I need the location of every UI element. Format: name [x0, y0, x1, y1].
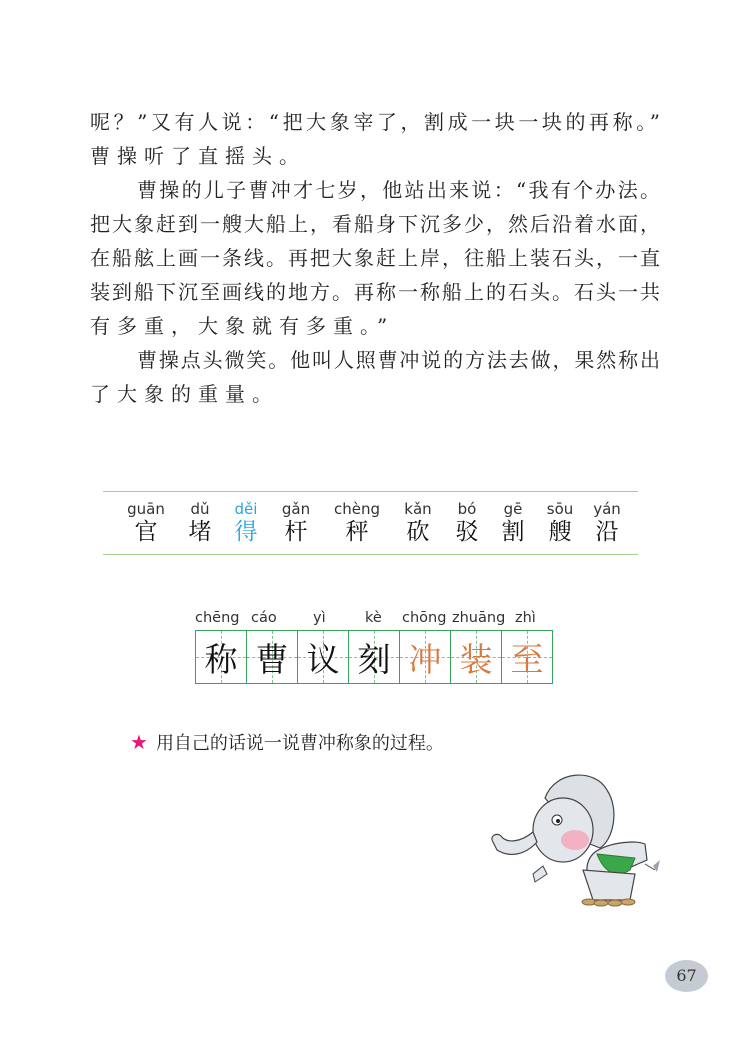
recognition-vocab-strip: [103, 491, 638, 555]
grid-char: 至: [510, 639, 544, 679]
story-line: 有多重，大象就有多重。”: [90, 314, 395, 338]
vocab-char: 杆: [284, 519, 308, 545]
grid-char: 议: [306, 639, 340, 679]
vocab-item: [572, 500, 642, 546]
vocab-pinyin: děi: [234, 500, 258, 518]
grid-cell: [349, 631, 400, 683]
writing-pinyin-row: [195, 610, 555, 630]
vocab-char: 驳: [455, 519, 479, 545]
writing-pinyin: zhuāng: [452, 610, 506, 626]
story-line: 装到船下沉至画线的地方。再称一称船上的石头。石头一共: [90, 280, 660, 304]
grid-cell-new: [451, 631, 502, 683]
vocab-char: 砍: [406, 519, 430, 545]
vocab-char: 得: [234, 519, 258, 545]
vocab-char: 堵: [188, 519, 212, 545]
grid-cell-new: [400, 631, 451, 683]
vocab-pinyin: gē: [503, 500, 523, 518]
grid-char: 装: [459, 639, 493, 679]
story-line: 在船舷上画一条线。再把大象赶上岸，往船上装石头，一直: [90, 246, 660, 270]
vocab-item: [261, 500, 331, 546]
story-line: 曹操点头微笑。他叫人照曹冲说的方法去做，果然称出: [137, 348, 660, 372]
vocab-char: 艘: [548, 519, 572, 545]
exercise-prompt: [130, 730, 444, 756]
writing-pinyin: chōng: [402, 610, 447, 626]
story-line: 呢？”又有人说：“把大象宰了，割成一块一块的再称。”: [90, 110, 660, 134]
vocab-pinyin: sōu: [546, 500, 574, 518]
vocab-char: 秤: [345, 519, 369, 545]
vocab-pinyin: chèng: [333, 500, 380, 518]
vocab-pinyin: guān: [127, 500, 165, 518]
story-line: 曹操的儿子曹冲才七岁，他站出来说：“我有个办法。: [137, 178, 660, 202]
grid-char: 称: [204, 639, 238, 679]
writing-pinyin: chēng: [195, 610, 240, 626]
grid-char: 冲: [408, 639, 442, 679]
exercise-text: 用自己的话说一说曹冲称象的过程。: [155, 733, 444, 754]
elephant-illustration: [485, 770, 660, 915]
story-line: 了大象的重量。: [90, 382, 279, 406]
vocab-char: 割: [501, 519, 525, 545]
grid-cell: [196, 631, 247, 683]
writing-pinyin: zhì: [515, 610, 536, 626]
grid-char: 刻: [357, 639, 391, 679]
story-line: 曹操听了直摇头。: [90, 144, 306, 168]
grid-char: 曹: [255, 639, 289, 679]
vocab-char: 沿: [595, 519, 619, 545]
vocab-item: [322, 500, 392, 546]
vocab-pinyin: bó: [457, 500, 477, 518]
vocab-char: 官: [134, 519, 158, 545]
grid-cell-new: [502, 631, 552, 683]
writing-pinyin: cáo: [251, 610, 277, 626]
vocab-pinyin: gǎn: [281, 500, 311, 518]
story-line: 把大象赶到一艘大船上，看船身下沉多少，然后沿着水面，: [90, 212, 660, 236]
grid-cell: [247, 631, 298, 683]
page-number: 67: [665, 960, 708, 992]
vocab-pinyin: dǔ: [190, 500, 210, 518]
vocab-pinyin: yán: [593, 500, 621, 518]
vocab-pinyin: kǎn: [404, 500, 432, 518]
writing-pinyin: yì: [313, 610, 326, 626]
grid-cell: [298, 631, 349, 683]
writing-grid: [195, 630, 553, 684]
writing-pinyin: kè: [365, 610, 382, 626]
star-icon: ★: [130, 730, 148, 754]
